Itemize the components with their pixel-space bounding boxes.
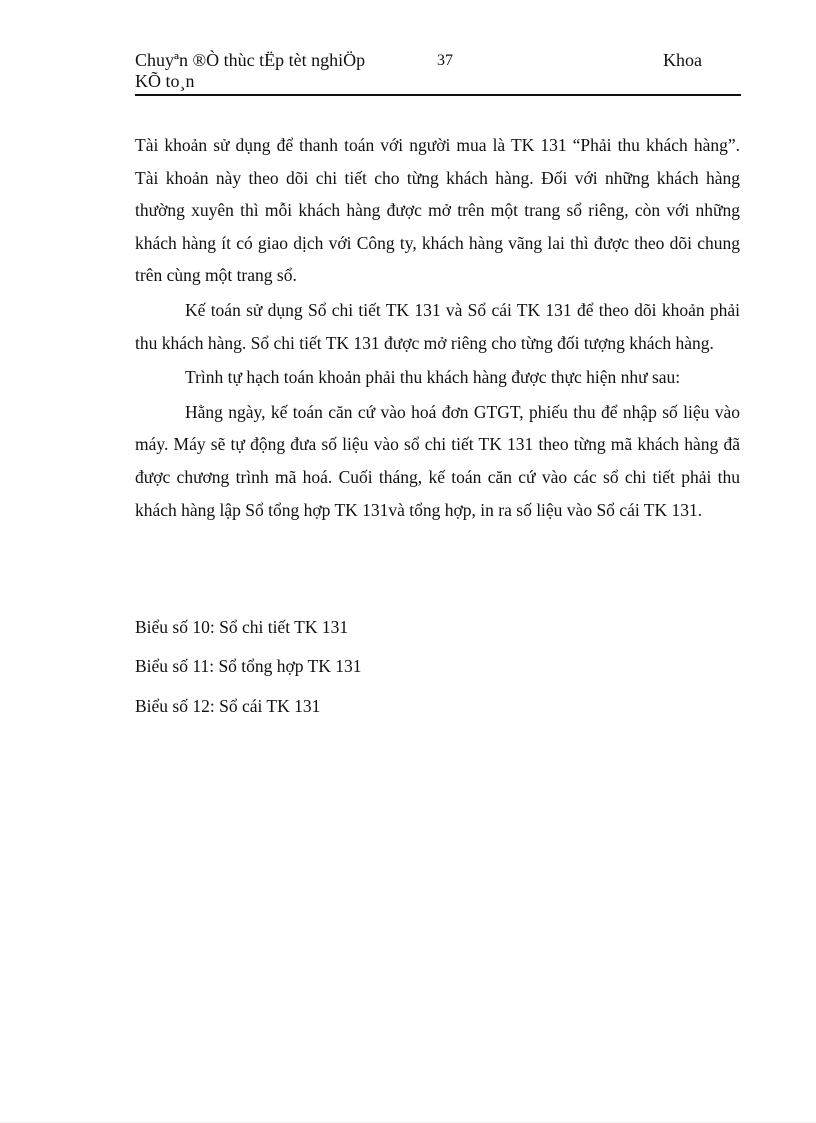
bieu-item-10: Biểu số 10: Sổ chi tiết TK 131 (135, 617, 349, 637)
paragraph-4: Hằng ngày, kế toán căn cứ vào hoá đơn GTGT, phiếu thu để nhập số liệu vào máy. Máy sẽ tự động đưa số liệu vào sổ chi tiết TK 131 theo từng mã khách hàng đã được chương trình mã hoá. Cuối tháng, kế toán căn cứ vào các sổ chi tiết phải thu khách hàng lập Sổ tổng hợp TK 131và tổng hợp, in ra số liệu vào Sổ cái TK 131. (135, 401, 740, 520)
bieu-item-11: Biểu số 11: Sổ tổng hợp TK 131 (135, 656, 362, 676)
paragraph-1: Tài khoản sử dụng để thanh toán với người mua là TK 131 “Phải thu khách hàng”. Tài khoản này theo dõi chi tiết cho từng khách hàng. Đối với những khách hàng thường xuyên thì mỗi khách hàng được mở trên một trang sổ riêng, còn với những khách hàng ít có giao dịch với Công ty, khách hàng vãng lai thì được theo dõi chung trên cùng một trang sổ. (135, 135, 740, 286)
header-title (135, 50, 425, 92)
paragraph-3: Trình tự hạch toán khoản phải thu khách hàng được thực hiện như sau: (185, 367, 681, 388)
header-title-line1: Chuyªn ®Ò thùc tËp tèt nghiÖp (135, 50, 366, 70)
header-right-text: Khoa (663, 50, 702, 70)
bieu-item-12: Biểu số 12: Sổ cái TK 131 (135, 696, 321, 716)
header-title-line2: KÕ to¸n (135, 71, 195, 91)
page-header (135, 48, 741, 96)
paragraph-2: Kế toán sử dụng Sổ chi tiết TK 131 và Sổ cái TK 131 để theo dõi khoản phải thu khách hàng. Sổ chi tiết TK 131 được mở riêng cho từng đối tượng khách hàng. (135, 299, 740, 353)
body-text (135, 129, 740, 526)
page-number: 37 (437, 52, 453, 69)
